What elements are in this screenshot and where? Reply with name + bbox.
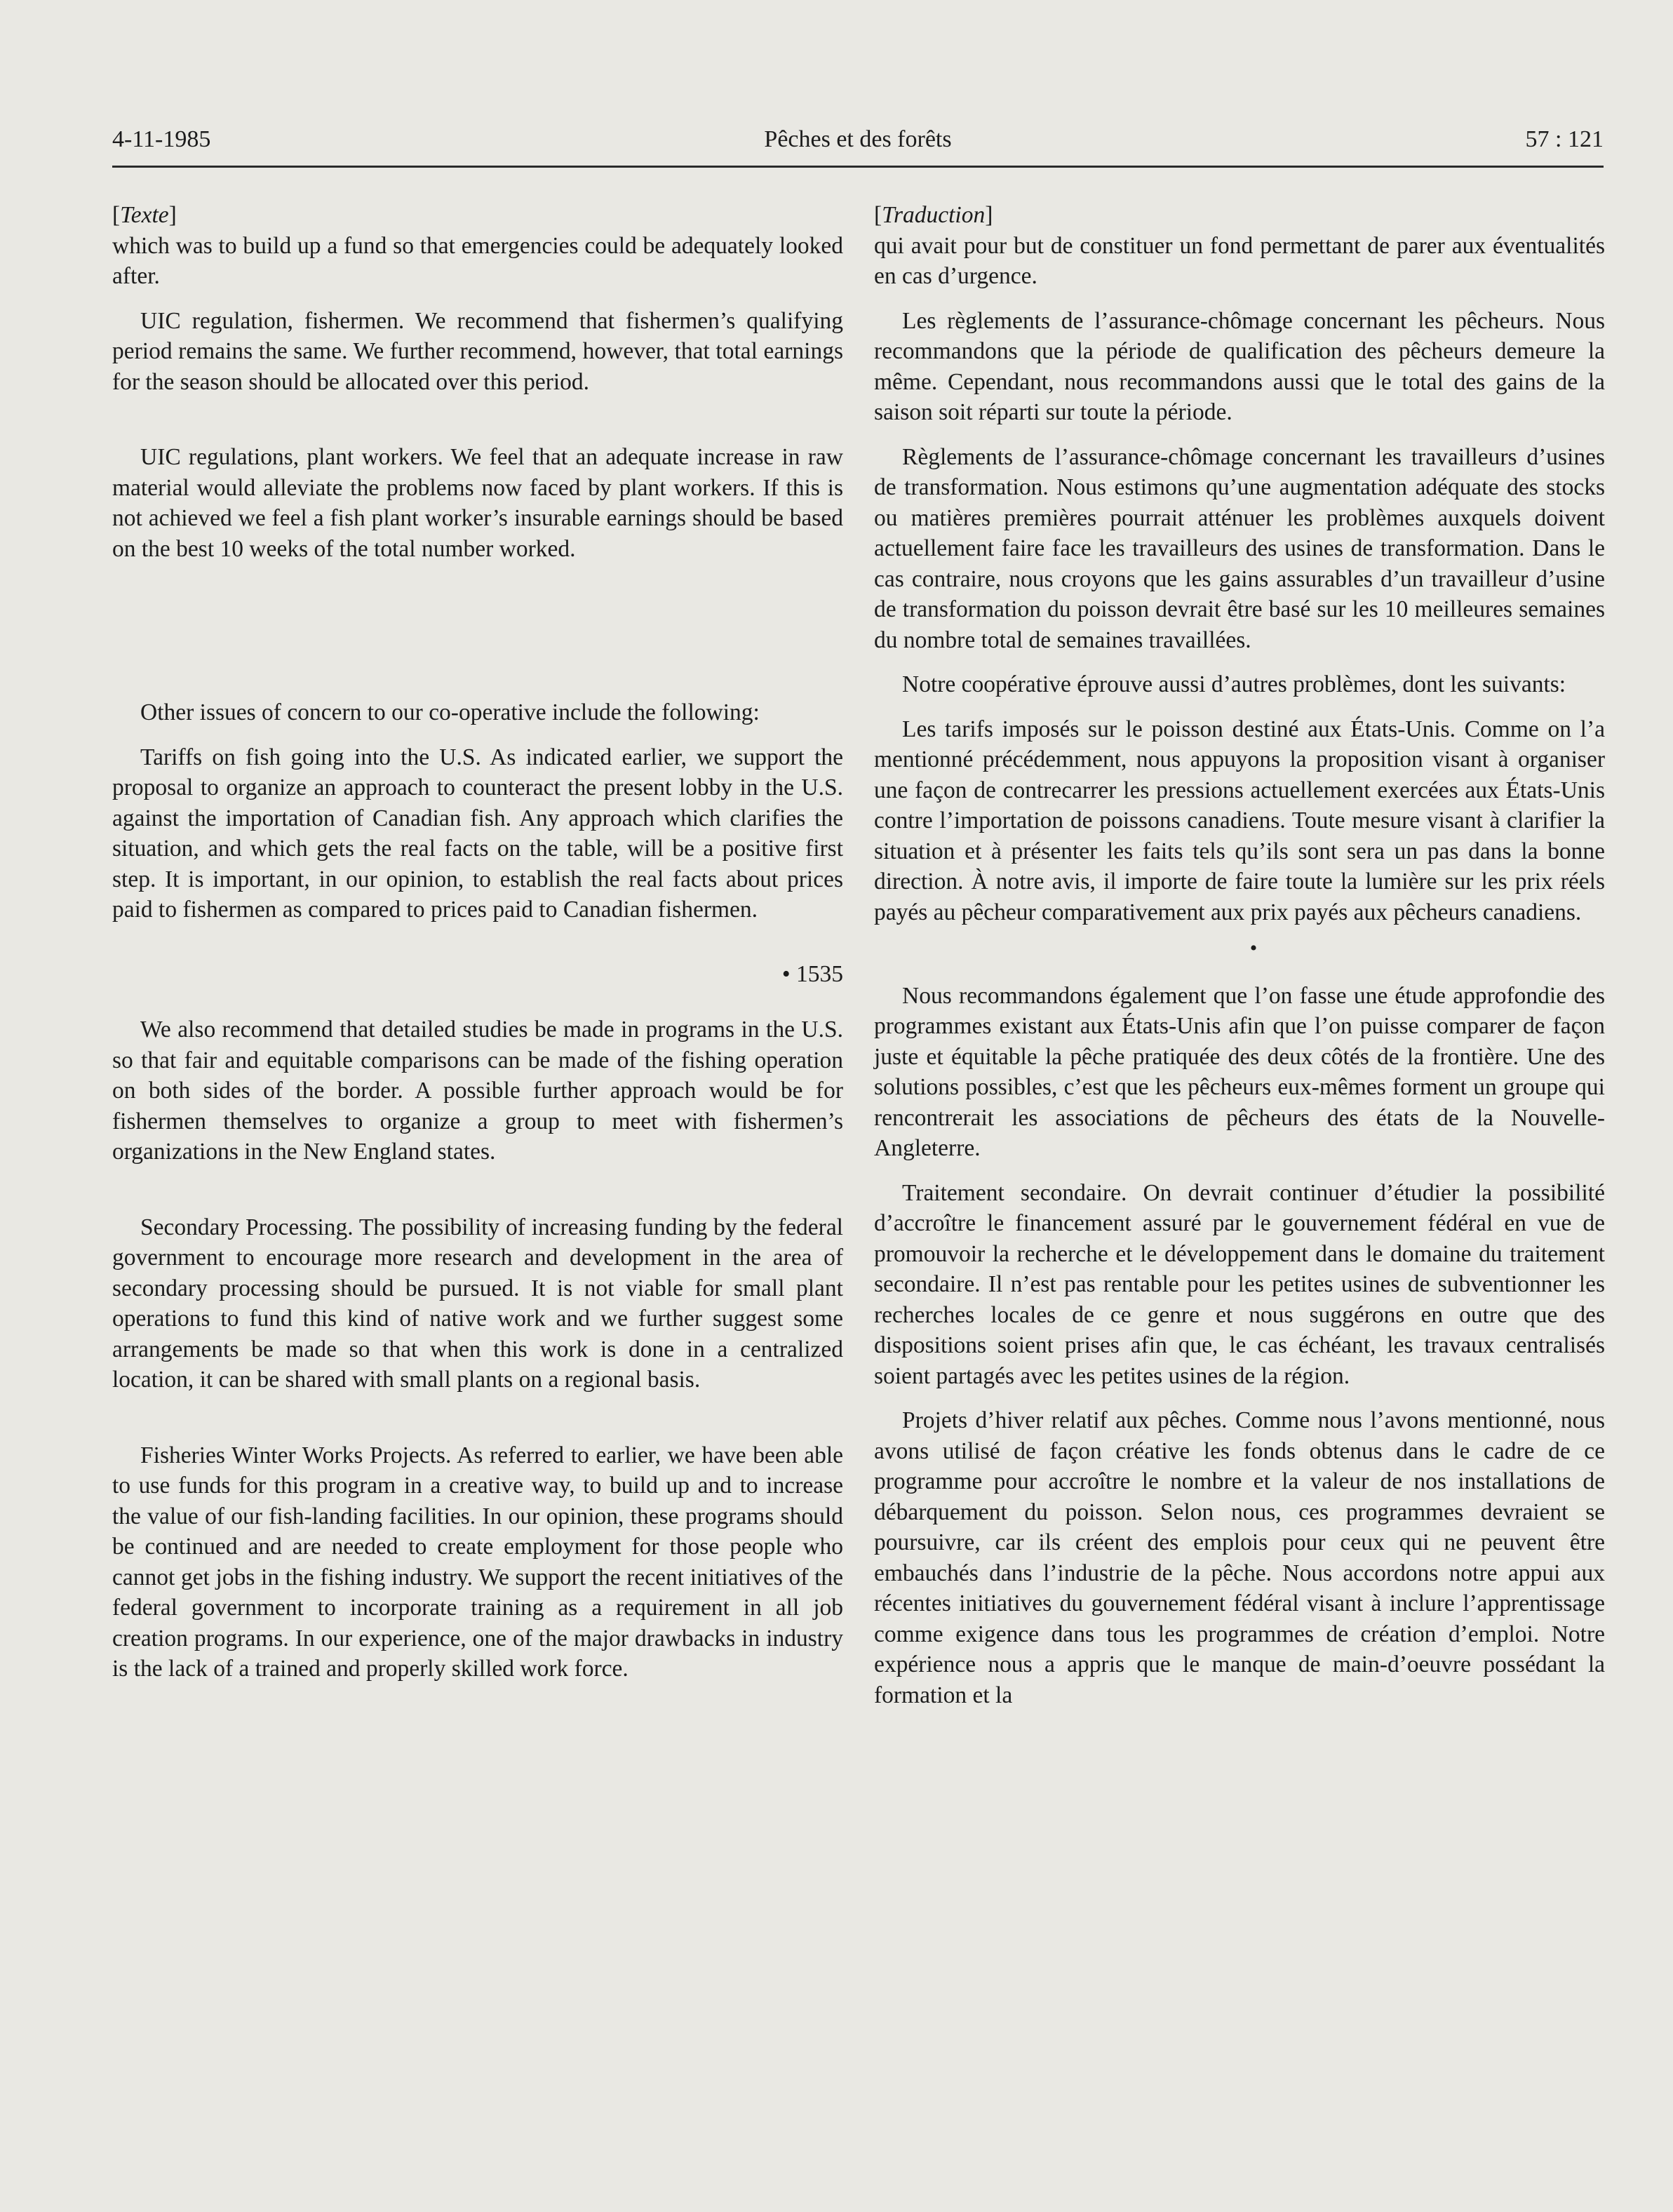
section-dot: • [1249,937,1258,960]
right-column-french [874,200,1605,1710]
right-paragraph-5: Nous recommandons également que l’on fasse une étude approfondie des programmes existant aux États-Unis afin que l’on puisse comparer de façon juste et équitable la pêche pratiquée des deux côtés de la frontière. Une des solutions possibles, c’est que les pêcheurs eux-mêmes forment un groupe qui rencontrerait les associations de pêcheurs des états de la Nouvelle-Angleterre. [874,982,1605,1161]
right-paragraph-2: Règlements de l’assurance-chômage concernant les travailleurs d’usines de transformation. Nous estimons qu’une augmentation adéquate des stocks ou matières premières pourrait atténuer les problèmes auxquels doivent actuellement faire face les travailleurs des usines de transformation. Dans le cas contraire, nous croyons que les gains assurables d’un travailleur d’usine de transformation du poisson devrait être basé sur les 10 meilleures semaines du nombre total de semaines travaillées. [874,443,1605,653]
left-paragraph-3: Other issues of concern to our co-operative include the following: [140,699,760,725]
right-paragraph-7: Projets d’hiver relatif aux pêches. Comme nous l’avons mentionné, nous avons utilisé de façon créative les fonds obtenus dans le cadre de ce programme pour accroître le nombre et la valeur de nos installations de débarquement du poisson. Selon nous, ces programmes devraient se poursuivre, car ils créent des emplois pour ceux qui ne peuvent être embauchés dans l’industrie de la pêche. Nous accordons notre appui aux récentes initiatives du gouvernement fédéral visant à inclure l’apprentissage comme exigence dans tous les programmes de création d’emploi. Notre expérience nous a appris que le manque de main-d’oeuvre possédant la formation et la [874,1407,1605,1708]
left-paragraph-2: UIC regulations, plant workers. We feel that an adequate increase in raw material would alleviate the problems now faced by plant workers. If this is not achieved we feel a fish plant worker’s insurable earnings should be based on the best 10 weeks of the total number worked. [112,444,843,562]
right-paragraph-1: Les règlements de l’assurance-chômage concernant les pêcheurs. Nous recommandons que la période de qualification des pêcheurs demeure la même. Cependant, nous recommandons aussi que le total des gains de la saison soit réparti sur toute la période. [874,307,1605,425]
header-page-number: 57 : 121 [1525,126,1604,152]
right-paragraph-6: Traitement secondaire. On devrait continuer d’étudier la possibilité d’accroître le financement assuré par le gouvernement fédéral en vue de promouvoir la recherche et le développement dans le domaine du traitement secondaire. Il n’est pas rentable pour les petites usines de subventionner les recherches locales de ce genre et nous suggérons en outre que des dispositions soient prises afin que, le cas échéant, les travaux centralisés soient partagés avec les petites usines de la région. [874,1179,1605,1389]
right-paragraph-4: Les tarifs imposés sur le poisson destiné aux États-Unis. Comme on l’a mentionné précédemment, nous appuyons la proposition visant à organiser une façon de contrecarrer les pressions actuellement exercées aux États-Unis contre l’importation de poissons canadiens. Toute mesure visant à clarifier la situation et à présenter les faits tels qu’ils sont sera un pas dans la bonne direction. À notre avis, il importe de faire toute la lumière sur les prix réels payés au pêcheur comparativement aux prix payés aux pêcheurs canadiens. [874,716,1605,925]
language-label-right: [Traduction] [874,202,993,228]
header-title: Pêches et des forêts [764,126,952,152]
left-paragraph-6: Secondary Processing. The possibility of increasing funding by the federal government to encourage more research and development in the area of secondary processing should be pursued. It is not viable for small plant operations to fund this kind of native work and we further suggest some arrangements be made so that when this work is done in a centralized location, it can be shared with small plants on a regional basis. [112,1214,843,1393]
right-paragraph-0: qui avait pour but de constituer un fond permettant de parer aux éventualités en cas d’urgence. [874,232,1605,289]
header-rule [112,166,1604,168]
language-label-left: [Texte] [112,202,177,228]
right-paragraph-3: Notre coopérative éprouve aussi d’autres problèmes, dont les suivants: [902,671,1566,697]
left-paragraph-0: which was to build up a fund so that emergencies could be adequately looked after. [112,232,843,289]
left-paragraph-7: Fisheries Winter Works Projects. As referred to earlier, we have been able to use funds for this program in a creative way, to build up and to increase the value of our fish-landing facilities. In our opinion, these programs should be continued and are needed to create employment for those people who cannot get jobs in the fishing industry. We support the recent initiatives of the federal government to incorporate training as a requirement in all job creation programs. In our experience, one of the major drawbacks in industry is the lack of a trained and properly skilled work force. [112,1442,843,1682]
left-paragraph-4: Tariffs on fish going into the U.S. As indicated earlier, we support the proposal to organize an approach to counteract the present lobby in the U.S. against the importation of Canadian fish. Any approach which clarifies the situation, and which gets the real facts on the table, will be a positive first step. It is important, in our opinion, to establish the real facts about prices paid to fishermen as compared to prices paid to Canadian fishermen. [112,744,843,923]
header-date: 4-11-1985 [112,126,211,152]
left-column-english [112,200,843,1684]
time-marker: • 1535 [781,960,843,987]
left-paragraph-5: We also recommend that detailed studies be made in programs in the U.S. so that fair and equitable comparisons can be made of the fishing operation on both sides of the border. A possible further approach would be for fishermen themselves to organize a group to meet with fishermen’s organizations in the New England states. [112,1017,843,1165]
page-header [112,126,1604,163]
left-paragraph-1: UIC regulation, fishermen. We recommend that fishermen’s qualifying period remains the same. We further recommend, however, that total earnings for the season should be allocated over this period. [112,307,843,395]
